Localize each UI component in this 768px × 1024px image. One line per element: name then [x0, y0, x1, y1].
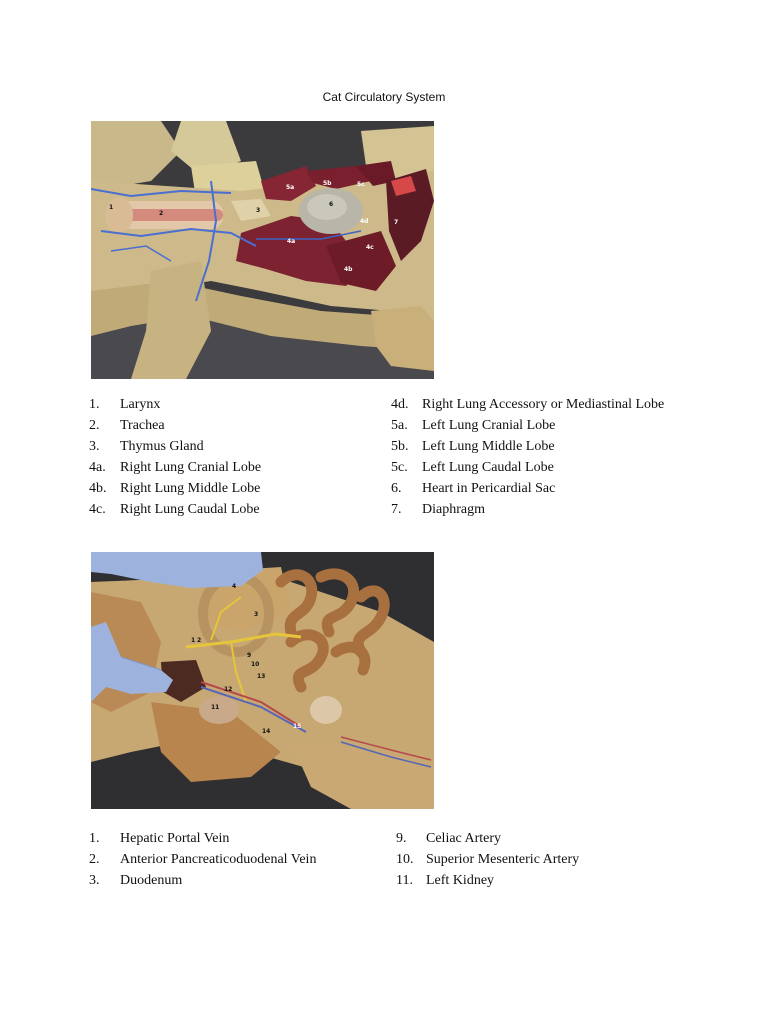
label-5c: 5c: [357, 181, 365, 188]
label-15: 15: [293, 723, 302, 730]
legend-item: 5c. Left Lung Caudal Lobe: [391, 460, 554, 475]
label-4c: 4c: [366, 244, 374, 251]
figure1-legend-left: [89, 394, 261, 520]
legend-item: 4c. Right Lung Caudal Lobe: [89, 502, 260, 517]
label-1: 1: [191, 637, 196, 644]
figure1-legend-right: [391, 394, 664, 520]
label-4: 4: [232, 583, 237, 590]
thorax-dissection-photo: [91, 121, 434, 379]
legend-item: 1. Larynx: [89, 397, 161, 412]
abdomen-dissection-photo: [91, 552, 434, 809]
label-2: 2: [197, 637, 202, 644]
legend-item: 11. Left Kidney: [396, 873, 495, 888]
legend-item: 2. Anterior Pancreaticoduodenal Vein: [89, 852, 317, 867]
legend-item: 1. Hepatic Portal Vein: [89, 831, 230, 846]
legend-item: 6. Heart in Pericardial Sac: [391, 481, 556, 496]
legend-item: 2. Trachea: [89, 418, 165, 433]
label-9: 9: [247, 652, 252, 659]
legend-item: 5b. Left Lung Middle Lobe: [391, 439, 555, 454]
label-1: 1: [109, 204, 114, 211]
label-13: 13: [257, 673, 266, 680]
legend-item: 3. Duodenum: [89, 873, 183, 888]
label-3: 3: [254, 611, 259, 618]
legend-item: 7. Diaphragm: [391, 502, 485, 517]
label-4d: 4d: [360, 218, 369, 225]
label-5a: 5a: [286, 184, 295, 191]
label-7: 7: [394, 219, 399, 226]
legend-item: 5a. Left Lung Cranial Lobe: [391, 418, 556, 433]
legend-item: 4a. Right Lung Cranial Lobe: [89, 460, 262, 475]
legend-item: 10. Superior Mesenteric Artery: [396, 852, 580, 867]
label-11: 11: [211, 704, 220, 711]
figure2-legend-left: [89, 828, 316, 891]
label-10: 10: [251, 661, 260, 668]
legend-item: 4b. Right Lung Middle Lobe: [89, 481, 261, 496]
label-4a: 4a: [287, 238, 296, 245]
label-5b: 5b: [323, 180, 332, 187]
legend-item: 4d. Right Lung Accessory or Mediastinal Lobe: [391, 397, 665, 412]
page-title: Cat Circulatory System: [322, 90, 446, 104]
legend-item: 9. Celiac Artery: [396, 831, 502, 846]
label-2: 2: [159, 210, 164, 217]
figure2-legend-right: [396, 828, 579, 891]
legend-item: 3. Thymus Gland: [89, 439, 204, 454]
label-14: 14: [262, 728, 271, 735]
label-4b: 4b: [344, 266, 353, 273]
label-3: 3: [256, 207, 261, 214]
label-12: 12: [224, 686, 233, 693]
label-6: 6: [329, 201, 334, 208]
